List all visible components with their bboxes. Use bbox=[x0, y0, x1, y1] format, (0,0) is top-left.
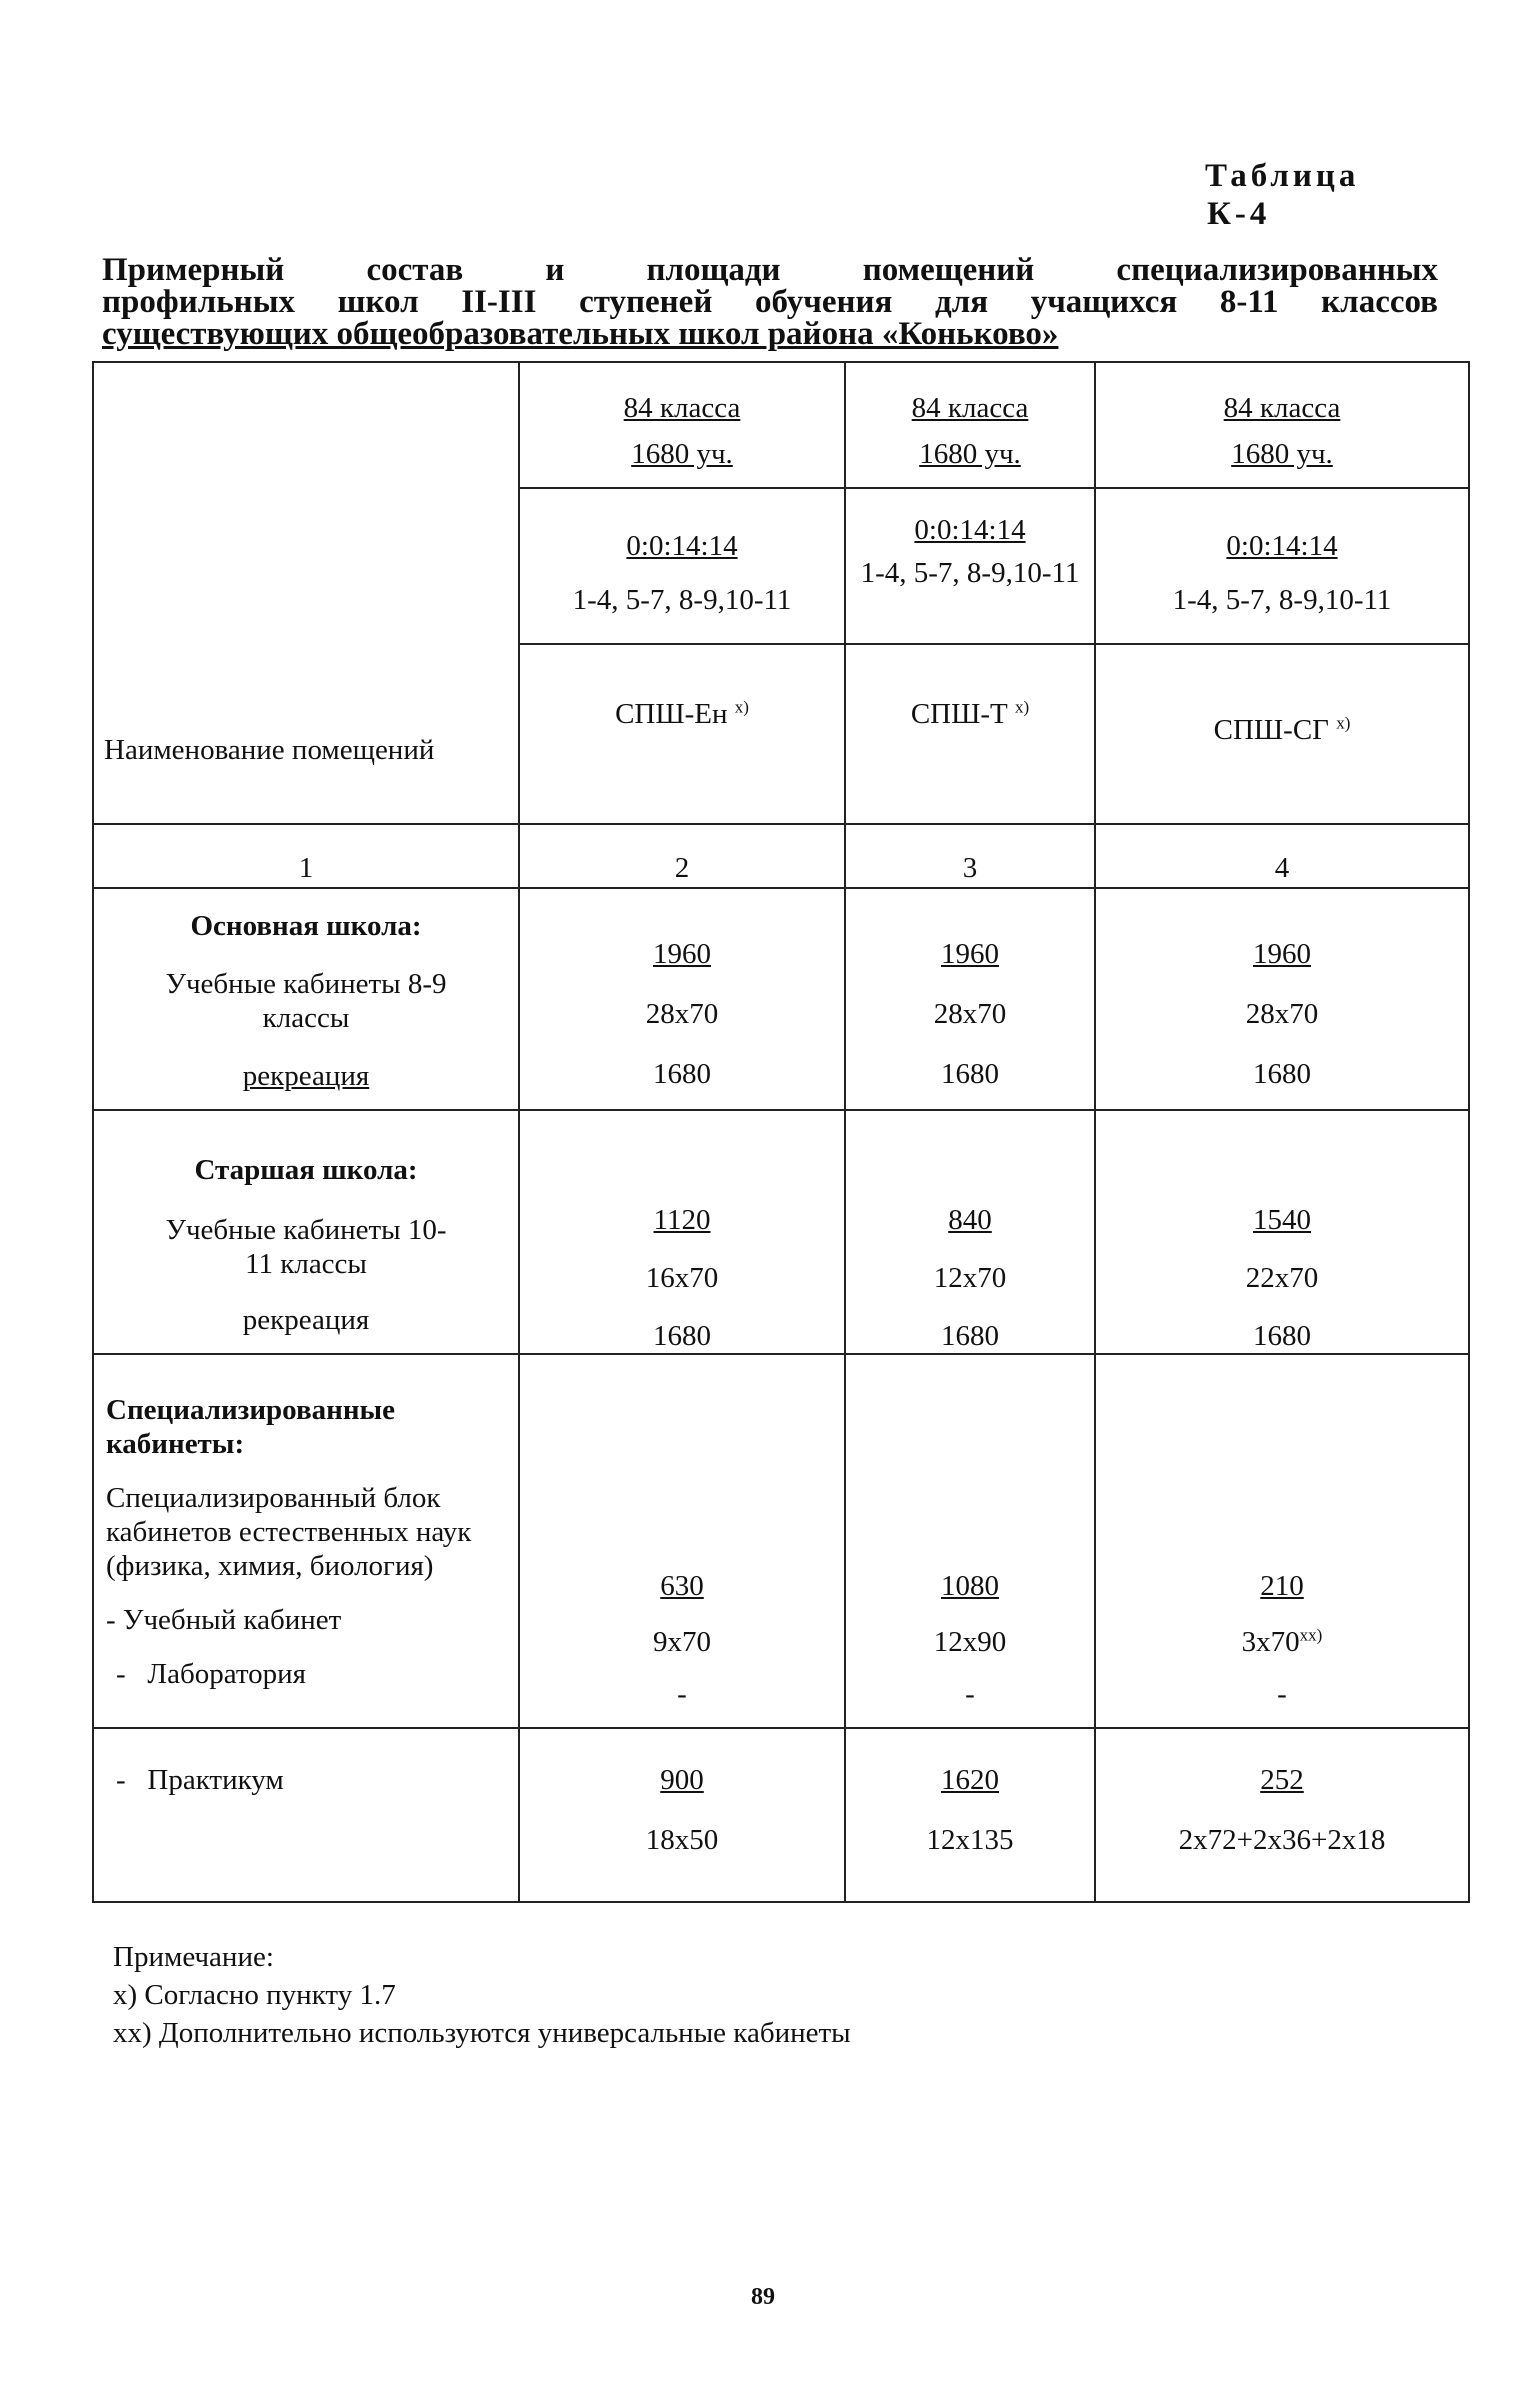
section-label-cell bbox=[93, 1110, 519, 1354]
values-cell bbox=[845, 888, 1095, 1110]
area-formula: 2х72+2х36+2х18 bbox=[1178, 1824, 1386, 1856]
note-item-2: хх) Дополнительно используются универсальные кабинеты bbox=[113, 2017, 851, 2049]
total-area: 1960 bbox=[653, 938, 711, 970]
recreation-area: 1680 bbox=[941, 1058, 999, 1090]
area-formula bbox=[1096, 1625, 1468, 1659]
ratio-value: 0:0:14:14 bbox=[1226, 530, 1338, 562]
capacity-cell-col4 bbox=[1095, 362, 1469, 488]
section-label-cell bbox=[93, 888, 519, 1110]
table-label bbox=[1205, 157, 1505, 233]
lab-label: - Лаборатория bbox=[116, 1658, 306, 1690]
area-formula bbox=[520, 1625, 844, 1659]
total-area: 1540 bbox=[1253, 1204, 1311, 1236]
grades-value: 1-4, 5-7, 8-9,10-11 bbox=[1172, 584, 1392, 616]
table-label-number: К-4 bbox=[1207, 196, 1271, 232]
classrooms-label: Учебные кабинеты 10-11 классы bbox=[165, 1214, 447, 1280]
column-number: 2 bbox=[519, 824, 845, 888]
section-title: Старшая школа: bbox=[194, 1154, 418, 1186]
area-formula: 18х50 bbox=[645, 1824, 719, 1856]
ratio-value: 0:0:14:14 bbox=[914, 514, 1026, 546]
total-area: 840 bbox=[948, 1204, 992, 1236]
table-label-word: Таблица bbox=[1205, 158, 1360, 194]
recreation-label: рекреация bbox=[242, 1060, 370, 1092]
footnote-mark: х) bbox=[1015, 697, 1030, 717]
values-cell bbox=[519, 1354, 845, 1728]
total-area: 1620 bbox=[941, 1764, 999, 1796]
section-label-cell bbox=[93, 1728, 519, 1902]
grades-value: 1-4, 5-7, 8-9,10-11 bbox=[572, 584, 792, 616]
section-title: Специализированные кабинеты: bbox=[106, 1394, 396, 1460]
area-formula: 28х70 bbox=[933, 998, 1007, 1030]
ratio-cell-col4 bbox=[1095, 488, 1469, 644]
recreation-area: 1680 bbox=[653, 1058, 711, 1090]
ratio-cell-col3 bbox=[845, 488, 1095, 644]
lab-value: - bbox=[965, 1678, 975, 1710]
area-formula: 16х70 bbox=[645, 1262, 719, 1294]
classes-count: 84 класса bbox=[623, 392, 741, 424]
values-cell bbox=[845, 1728, 1095, 1902]
ratio-value: 0:0:14:14 bbox=[626, 530, 738, 562]
students-count: 1680 уч. bbox=[1231, 438, 1333, 470]
ratio-cell-col2 bbox=[519, 488, 845, 644]
formula-text: 9х70 bbox=[653, 1626, 711, 1658]
recreation-area: 1680 bbox=[1253, 1320, 1311, 1352]
section-label-cell bbox=[93, 1354, 519, 1728]
recreation-area: 1680 bbox=[653, 1320, 711, 1352]
section-basic-school bbox=[93, 888, 1469, 1110]
footnote-mark: х) bbox=[734, 697, 749, 717]
row-header-label: Наименование помещений bbox=[104, 734, 435, 766]
total-area: 1080 bbox=[941, 1570, 999, 1602]
notes-heading: Примечание: bbox=[113, 1941, 274, 1973]
premises-table bbox=[92, 361, 1470, 1903]
lab-value: - bbox=[1277, 1678, 1287, 1710]
recreation-area: 1680 bbox=[1253, 1058, 1311, 1090]
total-area: 1960 bbox=[941, 938, 999, 970]
footnote-mark: х) bbox=[1336, 713, 1351, 733]
students-count: 1680 уч. bbox=[631, 438, 733, 470]
row-header-cell bbox=[93, 362, 519, 824]
classes-count: 84 класса bbox=[911, 392, 1029, 424]
block-label: Специализированный блок кабинетов естественных наук (физика, химия, биология) bbox=[106, 1482, 472, 1582]
title-line-1: Примерный состав и площади помещений специализированных bbox=[102, 252, 1438, 288]
area-formula: 12х135 bbox=[926, 1824, 1014, 1856]
area-formula: 28х70 bbox=[1245, 998, 1319, 1030]
school-type: СПШ-Ен bbox=[615, 698, 728, 730]
school-type: СПШ-СГ bbox=[1213, 714, 1329, 746]
notes bbox=[113, 1938, 1013, 2052]
title-line-2: профильных школ II-III ступеней обучения для учащихся 8-11 классов bbox=[102, 284, 1438, 320]
page-number: 89 bbox=[751, 2284, 775, 2310]
values-cell bbox=[519, 888, 845, 1110]
total-area: 1120 bbox=[653, 1204, 711, 1236]
students-count: 1680 уч. bbox=[919, 438, 1021, 470]
table-title bbox=[102, 254, 1438, 350]
type-cell-col3 bbox=[845, 644, 1095, 824]
column-number-row bbox=[93, 824, 1469, 888]
total-area: 1960 bbox=[1253, 938, 1311, 970]
values-cell bbox=[1095, 1354, 1469, 1728]
header-row-capacity bbox=[93, 362, 1469, 488]
area-formula: 28х70 bbox=[645, 998, 719, 1030]
values-cell bbox=[845, 1354, 1095, 1728]
capacity-cell-col3 bbox=[845, 362, 1095, 488]
total-area: 630 bbox=[660, 1570, 704, 1602]
formula-text: 12х90 bbox=[933, 1626, 1007, 1658]
note-item-1: х) Согласно пункту 1.7 bbox=[113, 1979, 396, 2011]
column-number: 1 bbox=[93, 824, 519, 888]
values-cell bbox=[1095, 1728, 1469, 1902]
section-practicum bbox=[93, 1728, 1469, 1902]
area-formula bbox=[846, 1625, 1094, 1659]
column-number: 3 bbox=[845, 824, 1095, 888]
classes-count: 84 класса bbox=[1223, 392, 1341, 424]
column-number: 4 bbox=[1095, 824, 1469, 888]
type-cell-col4 bbox=[1095, 644, 1469, 824]
area-formula: 22х70 bbox=[1245, 1262, 1319, 1294]
area-formula: 12х70 bbox=[933, 1262, 1007, 1294]
section-specialized bbox=[93, 1354, 1469, 1728]
lab-value: - bbox=[677, 1678, 687, 1710]
footnote-mark: хх) bbox=[1299, 1625, 1323, 1645]
classrooms-label: Учебные кабинеты 8-9 классы bbox=[165, 968, 447, 1034]
total-area: 900 bbox=[660, 1764, 704, 1796]
cabinet-label: - Учебный кабинет bbox=[106, 1604, 342, 1636]
values-cell bbox=[845, 1110, 1095, 1354]
recreation-area: 1680 bbox=[941, 1320, 999, 1352]
grades-value: 1-4, 5-7, 8-9,10-11 bbox=[860, 557, 1080, 589]
type-cell-col2 bbox=[519, 644, 845, 824]
total-area: 210 bbox=[1260, 1570, 1304, 1602]
values-cell bbox=[1095, 888, 1469, 1110]
values-cell bbox=[1095, 1110, 1469, 1354]
recreation-label: рекреация bbox=[242, 1304, 370, 1336]
school-type: СПШ-Т bbox=[910, 698, 1008, 730]
values-cell bbox=[519, 1728, 845, 1902]
section-senior-school bbox=[93, 1110, 1469, 1354]
total-area: 252 bbox=[1260, 1764, 1304, 1796]
formula-text: 3х70 bbox=[1241, 1626, 1300, 1658]
capacity-cell-col2 bbox=[519, 362, 845, 488]
values-cell bbox=[519, 1110, 845, 1354]
practicum-label: - Практикум bbox=[116, 1764, 284, 1796]
section-title: Основная школа: bbox=[190, 910, 422, 942]
title-line-3: существующих общеобразовательных школ района «Коньково» bbox=[102, 316, 1059, 352]
